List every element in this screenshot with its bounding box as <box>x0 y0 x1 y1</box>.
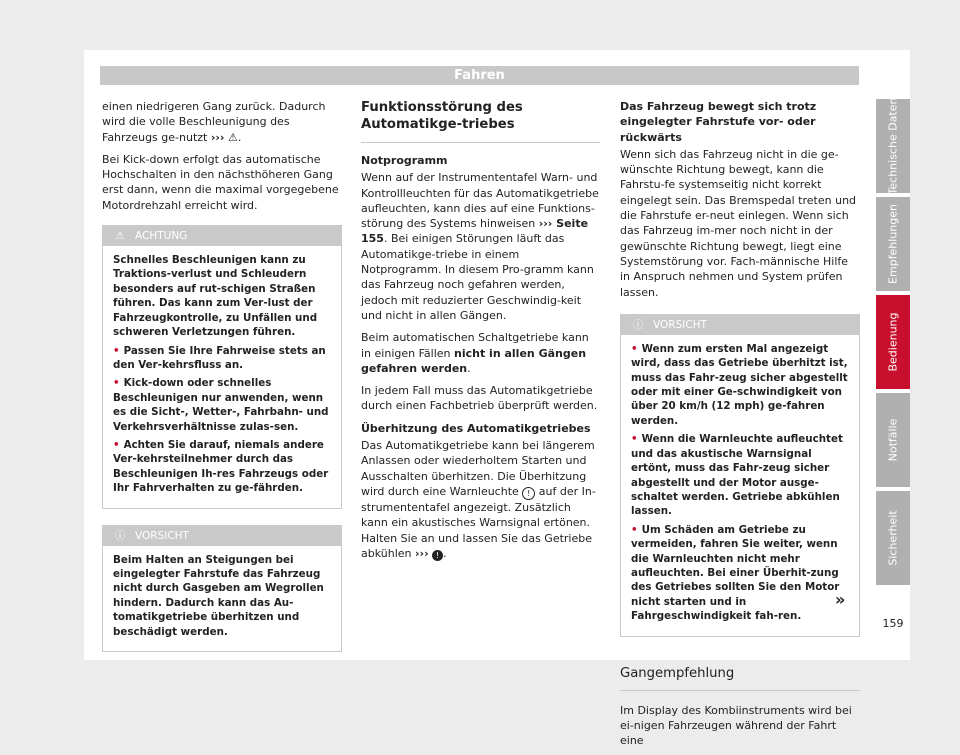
gearbox-warning-icon: ! <box>522 487 535 500</box>
page-reference-link[interactable]: ››› Seite 155 <box>361 217 589 246</box>
vorsicht-bullet: • Wenn zum ersten Mal angezeigt wird, dass das Getriebe überhitzt ist, muss das Fahr-zeug sicher abgestellt oder mit einer Ge-schwindigkeit von über 20 km/h (12 mph) ge-fahren werden. <box>631 342 848 427</box>
achtung-bullet: • Kick-down oder schnelles Beschleunigen nur anwenden, wenn es die Sicht-, Wetter-, Fahrbahn- und Verkehrsverhältnisse zulas-sen. <box>113 377 329 433</box>
tab-technische-daten[interactable]: Technische Daten <box>876 99 910 193</box>
section-title: Gangempfehlung <box>620 665 860 691</box>
col1-paragraph-2: Bei Kick-down erfolgt das automatische Hochschalten in den nächsthöheren Gang erst dann, wenn die maximal vorgegebene Motordrehzahl erreicht wird. <box>102 152 339 212</box>
achtung-bullet: • Achten Sie darauf, niemals andere Ver-kehrsteilnehmer durch das Beschleunigen Ih-res Fahrzeugs oder Ihr Fahrverhalten zu ge-fährden. <box>113 438 329 495</box>
col2-paragraph-2: Beim automatischen Schaltgetriebe kann in einigen Fällen nicht in allen Gängen gefahren werden. <box>361 331 589 375</box>
tab-bedienung[interactable]: Bedienung <box>876 295 910 389</box>
warning-triangle-icon: ⚠ <box>115 230 125 243</box>
achtung-intro: Schnelles Beschleunigen kann zu Traktions-verlust und Schleudern besonders auf rut-schigen Straßen führen. Das kann zum Ver-lust der Fahrzeugkontrolle, zu Unfällen und schweren Verletzungen führen. <box>113 254 318 339</box>
subheading: Notprogramm <box>361 154 448 167</box>
col2-paragraph-4: Das Automatikgetriebe kann bei längerem Anlassen oder wiederholtem Starten und Ausschalten überhitzen. Die Überhitzung wird durch eine Warnleuchte ! auf der In-strumententafel angezeigt. Zusätzlich kann ein akustisches Warnsignal ertönen. Halten Sie an und lassen Sie das Getriebe abkühlen ››› ! . <box>361 439 596 560</box>
tab-notfaelle[interactable]: Notfälle <box>876 393 910 487</box>
continue-icon: » <box>835 590 846 609</box>
column-1 <box>102 99 342 652</box>
col1-paragraph-1: einen niedrigeren Gang zurück. Dadurch wird die volle Beschleunigung des Fahrzeugs ge-nutzt ››› ⚠. <box>102 100 326 144</box>
info-circle-icon: ⓘ <box>114 529 126 542</box>
vorsicht-text: Beim Halten an Steigungen bei eingelegter Fahrstufe das Fahrzeug nicht durch Gasgeben am Wegrollen hindern. Dadurch kann das Au-tomatikgetriebe überhitzen und beschädigt werden. <box>113 553 324 638</box>
vorsicht-header: ⓘ VORSICHT <box>621 315 859 335</box>
vorsicht-box <box>102 525 342 652</box>
info-filled-icon: ! <box>432 550 443 561</box>
subheading: Das Fahrzeug bewegt sich trotz eingelegter Fahrstufe vor- oder rückwärts <box>620 100 817 144</box>
page-number: 159 <box>882 617 904 630</box>
vorsicht-box <box>620 314 860 637</box>
col3-paragraph-1: Wenn sich das Fahrzeug nicht in die ge-wünschte Richtung bewegt, kann die Fahrstu-fe systemseitig nicht korrekt eingelegt sein. Das Bremspedal treten und die Fahrstufe er-neut einlegen. Wenn sich das Fahrzeug im-mer noch nicht in der gewünschte Richtung bewegt, liegt eine Systemstörung vor. Fach-männische Hilfe in Anspruch nehmen und System prüfen lassen. <box>620 147 857 299</box>
warning-triangle-icon: ⚠ <box>227 130 238 144</box>
column-3 <box>620 99 860 755</box>
vorsicht-bullet: • Wenn die Warnleuchte aufleuchtet und das akustische Warnsignal ertönt, muss das Fahr-zeug sicher abgestellt und der Motor ausge-schaltet werden. Getriebe abkühlen lassen. <box>631 433 843 518</box>
col2-paragraph-1: Wenn auf der Instrumententafel Warn- und Kontrollleuchten für das Automatikgetriebe aufleuchten, kann dies auf eine Funktions-störung des Systems hinweisen ››› Seite 155. Bei einigen Störungen läuft das Automatikge-triebe in einem Notprogramm. In diesem Pro-gramm kann das Fahrzeug noch gefahren werden, jedoch mit reduzierter Geschwindig-keit und nicht in allen Gängen. <box>361 171 599 322</box>
vorsicht-bullet: • Um Schäden am Getriebe zu vermeiden, fahren Sie weiter, wenn die Warnleuchten nicht mehr aufleuchten. Bei einer Überhit-zung des Getriebes sollten Sie den Motor nicht starten und in Fahrgeschwindigkeit fah-ren. <box>631 523 840 623</box>
info-circle-icon: ⓘ <box>632 318 644 331</box>
crossref-arrow[interactable]: ››› <box>210 130 225 144</box>
tab-empfehlungen[interactable]: Empfehlungen <box>876 197 910 291</box>
achtung-box <box>102 225 342 509</box>
column-2 <box>361 99 600 568</box>
col3-paragraph-2: Im Display des Kombiinstruments wird bei ei-nigen Fahrzeugen während der Fahrt eine <box>620 703 852 748</box>
subheading: Überhitzung des Automatikgetriebes <box>361 421 591 435</box>
section-title: Funktionsstörung des Automatikge-triebes <box>361 99 600 143</box>
vorsicht-header: ⓘ VORSICHT <box>103 526 341 546</box>
col2-paragraph-3: In jedem Fall muss das Automatikgetriebe durch einen Fachbetrieb überprüft werden. <box>361 384 598 413</box>
achtung-header: ⚠ ACHTUNG <box>103 226 341 246</box>
page-header: Fahren <box>100 66 859 85</box>
tab-sicherheit[interactable]: Sicherheit <box>876 491 910 585</box>
achtung-bullet: • Passen Sie Ihre Fahrweise stets an den Ver-kehrsfluss an. <box>113 344 326 371</box>
crossref-arrow[interactable]: ››› <box>415 546 429 560</box>
